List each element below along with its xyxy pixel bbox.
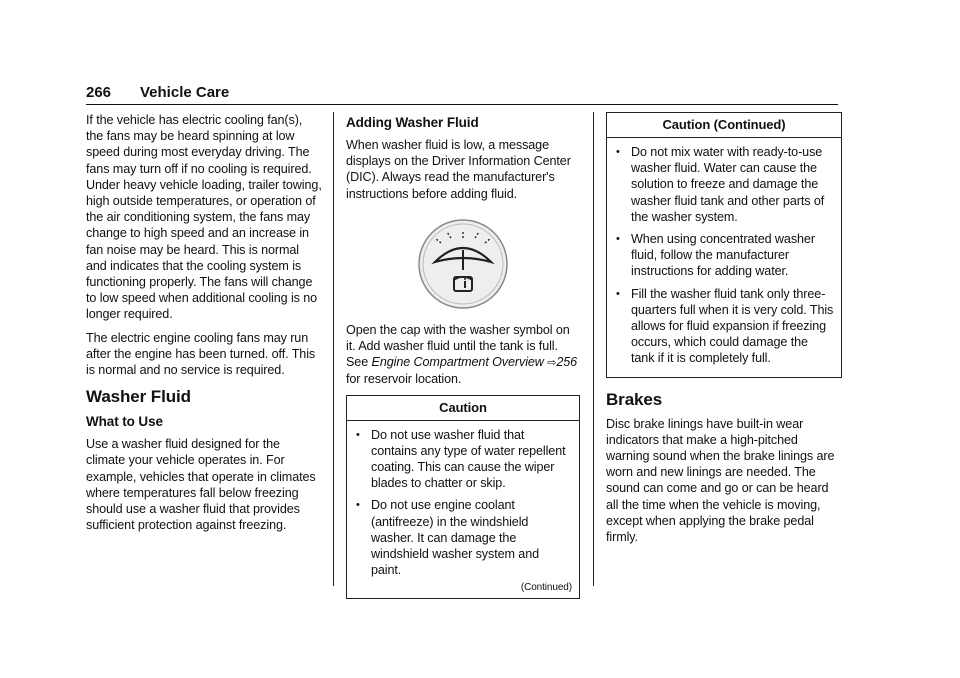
adding-washer-fluid-intro: When washer fluid is low, a message displays on the Driver Information Center (DIC). Always read the manufacturer's instructions before adding fluid.	[346, 138, 571, 201]
brakes-heading: Brakes	[606, 389, 663, 409]
continued-label: (Continued)	[520, 582, 572, 594]
washer-fluid-heading: Washer Fluid	[86, 387, 191, 407]
engine-compartment-xref[interactable]: Engine Compartment Overview	[371, 355, 544, 370]
what-to-use-paragraph: Use a washer fluid designed for the climate your vehicle operates in. For example, vehicles that operate in climates where temperatures fall below freezing should use a washer fluid that provides sufficient protection against freezing.	[86, 437, 316, 533]
page-number: 266	[86, 84, 112, 101]
caution-item: • Do not mix water with ready-to-use washer fluid. Water can cause the solution to freeze and damage the washer fluid tank and other parts of the washer system.	[616, 145, 825, 224]
caution-item: • Do not use engine coolant (antifreeze) in the windshield washer. It can damage the windshield washer system and paint.	[356, 498, 539, 578]
caution-box	[346, 395, 580, 600]
section-title: Vehicle Care	[140, 84, 230, 101]
caution-item: • Fill the washer fluid tank only three-quarters full when it is very cold. This allows for fluid expansion if freezing occurs, which could damage the tank if it is completely full.	[616, 286, 834, 366]
caution-item: • When using concentrated washer fluid, follow the manufacturer instructions for adding water.	[616, 232, 815, 279]
column-3	[606, 112, 842, 552]
caution-continued-title: Caution (Continued)	[607, 113, 841, 138]
cooling-fan-paragraph: If the vehicle has electric cooling fan(s), the fans may be heard spinning at low speed during most everyday driving. The fans may turn off if no cooling is required. Under heavy vehicle loading, trailer towing, high outside temperatures, or operation of the air conditioning system, the fans may change to high speed and an increase in fan noise may be heard. This is normal and indicates that the cooling system is functioning properly. The fans will change to low speed when additional cooling is no longer required.	[86, 113, 322, 322]
adding-washer-fluid-heading: Adding Washer Fluid	[346, 115, 479, 130]
bullet-icon: •	[356, 428, 360, 441]
xref-tail: for reservoir location.	[346, 372, 462, 387]
cooling-fan-run-paragraph: The electric engine cooling fans may run after the engine has been turned. off. This is normal and no service is required.	[86, 330, 316, 378]
xref-page[interactable]: 256	[556, 355, 578, 370]
caution-continued-list	[614, 144, 834, 367]
caution-list	[354, 427, 572, 579]
bullet-icon: •	[616, 233, 620, 246]
bullet-icon: •	[616, 287, 620, 300]
caution-title: Caution	[347, 396, 579, 421]
brakes-paragraph: Disc brake linings have built-in wear indicators that make a high-pitched warning sound when the brake linings are worn and new linings are needed. The sound can come and go or can be heard all the time when the vehicle is moving, except when applying the brake pedal firmly.	[606, 416, 835, 545]
open-cap-text: Open the cap with the washer symbol on it. Add washer fluid until the tank is full. See	[346, 322, 570, 370]
page-header	[86, 82, 838, 105]
column-divider-left	[333, 112, 334, 586]
caution-item: • Do not use washer fluid that contains any type of water repellent coating. This can cause the wiper blades to chatter or skip.	[356, 427, 566, 491]
column-1	[86, 112, 322, 540]
column-divider-right	[593, 112, 594, 586]
washer-fluid-cap-symbol-icon	[413, 214, 513, 312]
bullet-icon: •	[616, 146, 620, 158]
xref-arrow-icon: ⇨	[547, 357, 557, 370]
bullet-icon: •	[356, 499, 360, 512]
open-cap-paragraph	[346, 322, 580, 388]
washer-symbol-figure	[346, 214, 580, 312]
what-to-use-heading: What to Use	[86, 414, 163, 430]
caution-continued-box	[606, 112, 842, 378]
column-2	[346, 112, 580, 599]
